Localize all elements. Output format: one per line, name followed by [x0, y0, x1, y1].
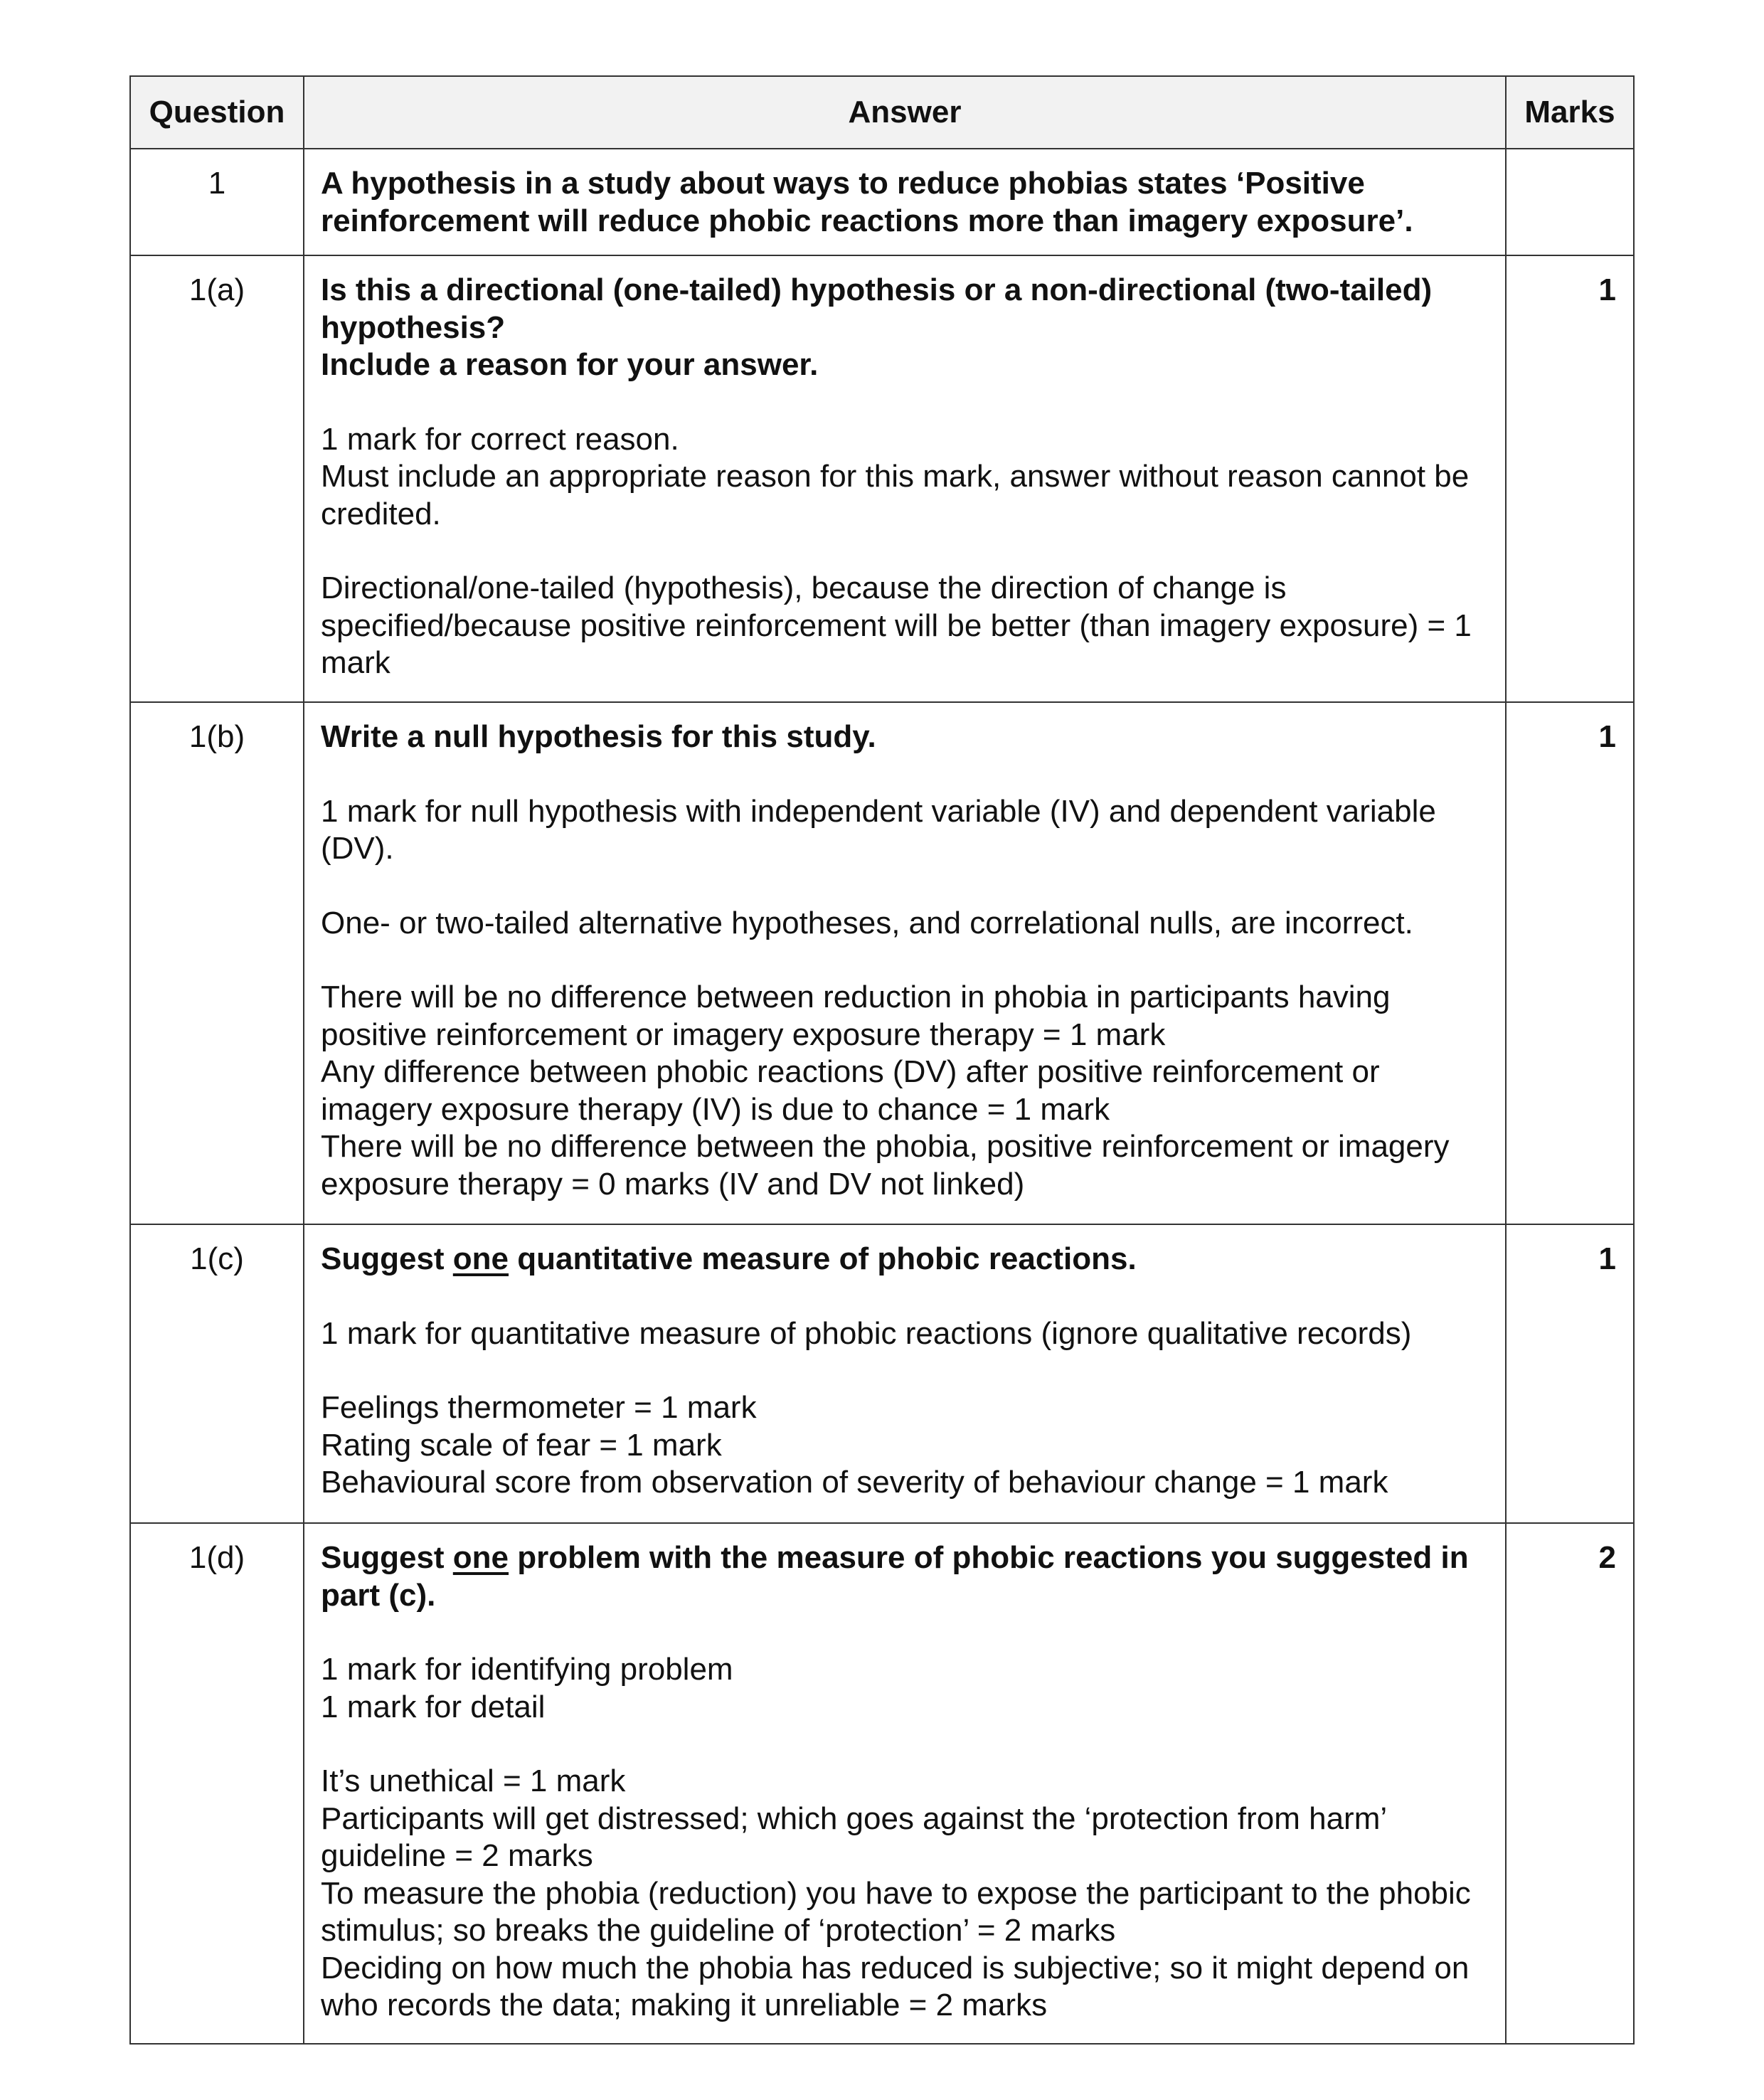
indicative-answers	[321, 1389, 1489, 1502]
marking-guidance	[321, 1651, 1489, 1726]
question-column-header: Question	[130, 76, 304, 149]
table-row	[130, 1224, 1634, 1523]
answer-cell	[304, 149, 1506, 255]
question-text	[321, 1241, 1489, 1278]
answer-line: It’s unethical = 1 mark	[321, 1764, 626, 1798]
guidance-line: 1 mark for detail	[321, 1689, 546, 1724]
question-number: 1(a)	[130, 255, 304, 702]
emphasised-word: one	[452, 1540, 509, 1575]
indicative-answers	[321, 570, 1489, 682]
header-row	[130, 76, 1634, 149]
guidance-line: 1 mark for quantitative measure of phobic reactions (ignore qualitative records)	[321, 1315, 1412, 1351]
answer-cell	[304, 255, 1506, 702]
marks-value	[1506, 149, 1634, 255]
emphasised-word: one	[452, 1241, 509, 1276]
answer-column-header: Answer	[304, 76, 1506, 149]
answer-line: Participants will get distressed; which goes against the ‘protection from harm’ guideline = 2 marks	[321, 1801, 1386, 1873]
question-text	[321, 1539, 1489, 1614]
question-text-end: quantitative measure of phobic reactions.	[509, 1241, 1137, 1276]
table-row	[130, 149, 1634, 255]
marks-value: 1	[1506, 1224, 1634, 1523]
answer-cell	[304, 1224, 1506, 1523]
marking-guidance	[321, 793, 1489, 868]
question-number: 1	[130, 149, 304, 255]
table-row	[130, 702, 1634, 1224]
question-text-end: problem with the measure of phobic reactions you suggested in part (c).	[321, 1540, 1469, 1613]
question-number: 1(c)	[130, 1224, 304, 1523]
indicative-answers	[321, 979, 1489, 1203]
guidance-line: 1 mark for identifying problem	[321, 1652, 733, 1687]
answer-line: Behavioural score from observation of severity of behaviour change = 1 mark	[321, 1465, 1388, 1500]
answer-cell	[304, 1523, 1506, 2044]
question-line: Include a reason for your answer.	[321, 347, 819, 382]
question-number: 1(b)	[130, 702, 304, 1224]
answer-line: Directional/one-tailed (hypothesis), because the direction of change is specified/because positive reinforcement will be better (than imagery exposure) = 1 mark	[321, 571, 1472, 680]
marks-value: 2	[1506, 1523, 1634, 2044]
question-text: A hypothesis in a study about ways to reduce phobias states ‘Positive reinforcement will reduce phobic reactions more than imagery exposure’.	[321, 166, 1413, 238]
marks-value: 1	[1506, 702, 1634, 1224]
question-line: Is this a directional (one-tailed) hypothesis or a non-directional (two-tailed) hypothesis?	[321, 272, 1433, 345]
guidance-line: Must include an appropriate reason for this mark, answer without reason cannot be credited.	[321, 459, 1470, 531]
indicative-answers	[321, 1763, 1489, 2025]
answer-line: Any difference between phobic reactions (DV) after positive reinforcement or imagery exposure therapy (IV) is due to chance = 1 mark	[321, 1054, 1380, 1127]
guidance-line: 1 mark for correct reason.	[321, 421, 679, 457]
mark-scheme-table	[129, 75, 1635, 2045]
marks-value: 1	[1506, 255, 1634, 702]
marking-guidance	[321, 421, 1489, 534]
table-row	[130, 1523, 1634, 2044]
guidance-line: 1 mark for null hypothesis with independent variable (IV) and dependent variable (DV).	[321, 793, 1436, 866]
marking-note: One- or two-tailed alternative hypotheses, and correlational nulls, are incorrect.	[321, 905, 1413, 940]
answer-line: Deciding on how much the phobia has reduced is subjective; so it might depend on who records the data; making it unreliable = 2 marks	[321, 1950, 1470, 2022]
question-text-start: Suggest	[321, 1241, 453, 1276]
question-text	[321, 272, 1489, 384]
answer-line: To measure the phobia (reduction) you have to expose the participant to the phobic stimulus; so breaks the guideline of ‘protection’ = 2 marks	[321, 1875, 1471, 1948]
question-text: Write a null hypothesis for this study.	[321, 719, 876, 754]
question-number: 1(d)	[130, 1523, 304, 2044]
answer-line: Feelings thermometer = 1 mark	[321, 1390, 757, 1425]
table-row	[130, 255, 1634, 702]
answer-line: There will be no difference between reduction in phobia in participants having positive reinforcement or imagery exposure therapy = 1 mark	[321, 980, 1391, 1052]
answer-line: There will be no difference between the phobia, positive reinforcement or imagery exposure therapy = 0 marks (IV and DV not linked)	[321, 1129, 1450, 1202]
answer-cell	[304, 702, 1506, 1224]
answer-line: Rating scale of fear = 1 mark	[321, 1427, 722, 1463]
marks-column-header: Marks	[1506, 76, 1634, 149]
marking-guidance	[321, 1315, 1489, 1353]
question-text-start: Suggest	[321, 1540, 453, 1575]
